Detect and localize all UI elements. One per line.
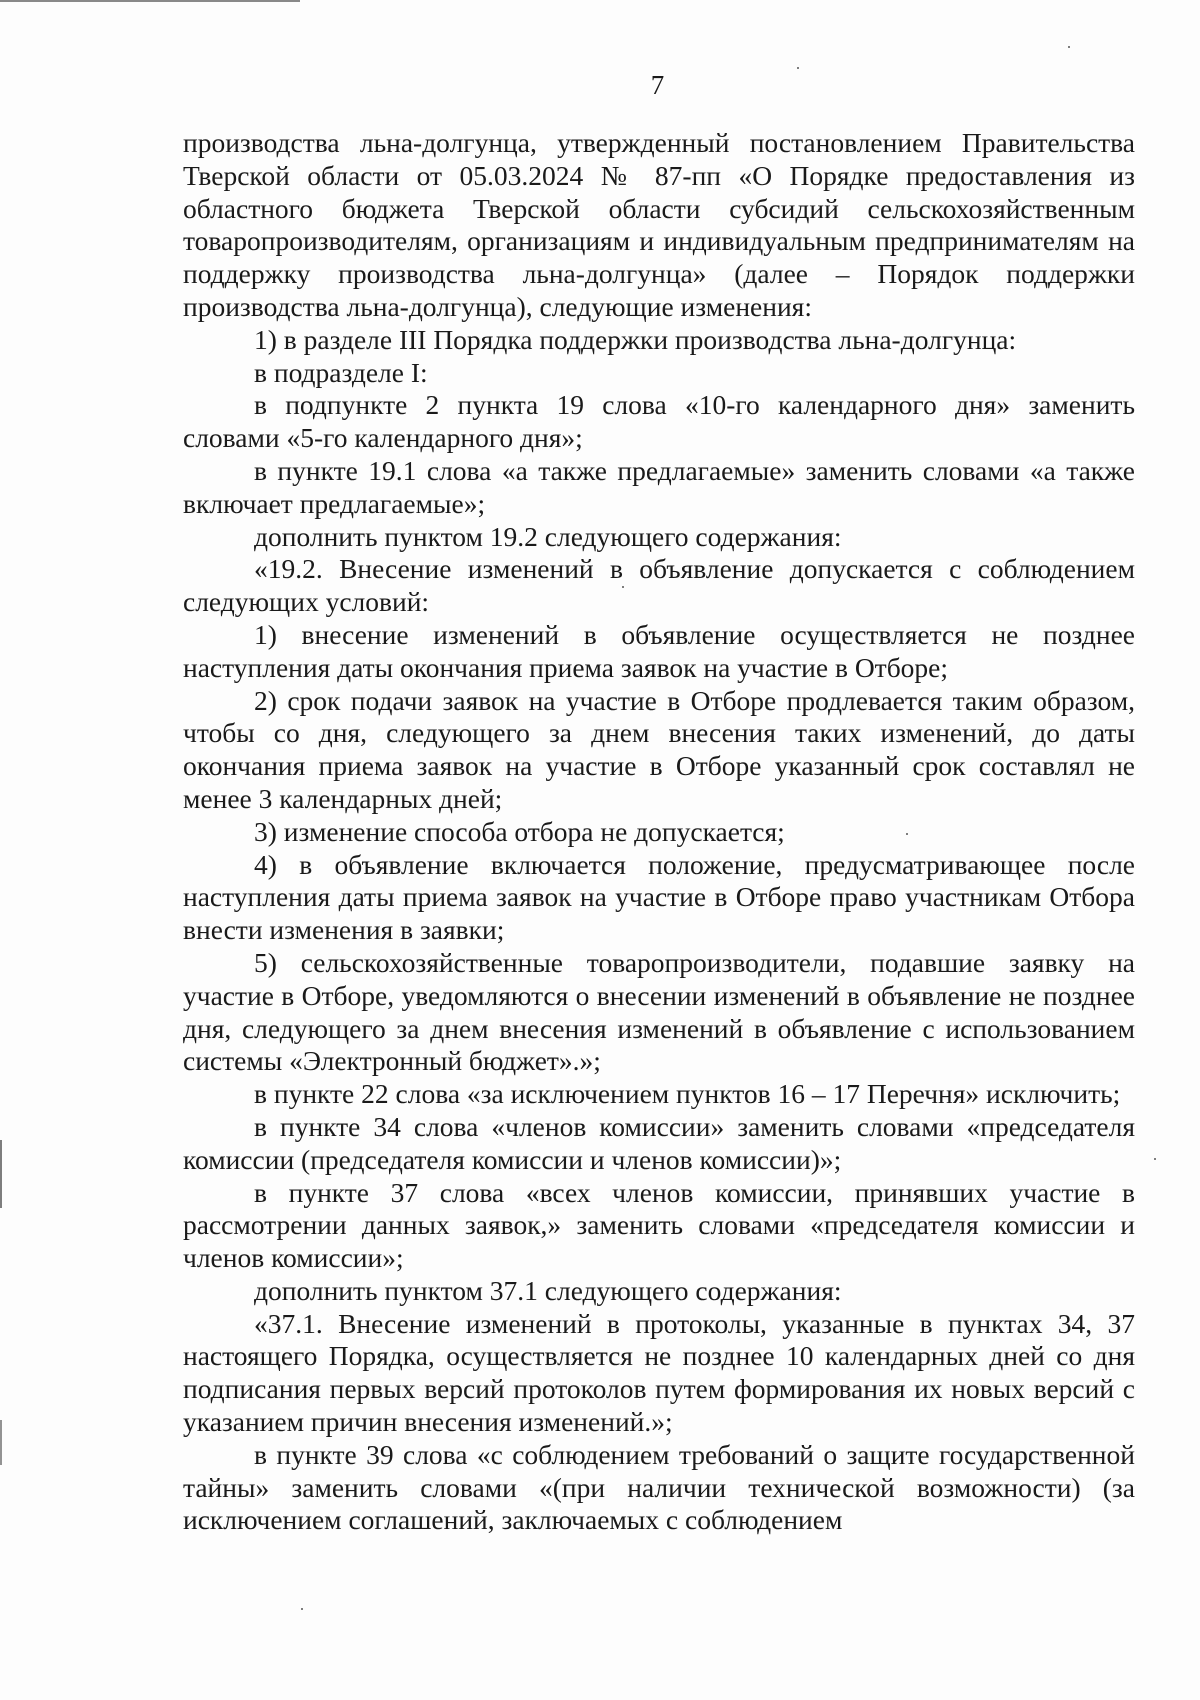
scan-speck (1154, 1158, 1156, 1160)
paragraph: дополнить пунктом 37.1 следующего содержания: (254, 1274, 842, 1306)
page-number: 7 (650, 70, 665, 100)
paragraph: в подразделе I: (254, 356, 428, 388)
paragraph: 1) внесение изменений в объявление осуществляется не позднее наступления даты окончания приема заявок на участие в Отборе; (183, 618, 1135, 683)
paragraph: в пункте 39 слова «с соблюдением требований о защите государственной тайны» заменить словами «(при наличии технической возможности) (за исключением соглашений, заключаемых с соблюдением (183, 1438, 1135, 1536)
paragraph: «37.1. Внесение изменений в протоколы, указанные в пунктах 34, 37 настоящего Порядка, осуществляется не позднее 10 календарных дней со дня подписания первых версий протоколов путем формирования их новых версий с указанием причин внесения изменений.»; (183, 1307, 1135, 1438)
scan-edge-top (0, 0, 300, 2)
paragraph: 4) в объявление включается положение, предусматривающее после наступления даты приема заявок на участие в Отборе право участникам Отбора внести изменения в заявки; (183, 848, 1135, 946)
paragraph: 1) в разделе III Порядка поддержки производства льна-долгунца: (254, 323, 1017, 355)
paragraph: 2) срок подачи заявок на участие в Отборе продлевается таким образом, чтобы со дня, следующего за днем внесения таких изменений, до даты окончания приема заявок на участие в Отборе указанный срок составлял не менее 3 календарных дней; (183, 684, 1135, 814)
paragraph: дополнить пунктом 19.2 следующего содержания: (254, 520, 842, 552)
scan-speck (797, 67, 799, 69)
paragraph: в пункте 19.1 слова «а также предлагаемые» заменить словами «а также включает предлагаемые»; (183, 454, 1135, 519)
paragraph: в пункте 34 слова «членов комиссии» заменить словами «председателя комиссии (председателя комиссии и членов комиссии)»; (183, 1110, 1135, 1175)
document-body (183, 127, 1135, 1537)
scan-edge-left (0, 1140, 2, 1208)
paragraph: в подпункте 2 пункта 19 слова «10-го календарного дня» заменить словами «5-го календарного дня»; (183, 389, 1135, 454)
paragraph: «19.2. Внесение изменений в объявление допускается с соблюдением следующих условий: (183, 553, 1135, 618)
paragraph: производства льна-долгунца, утвержденный постановлением Правительства Тверской области от 05.03.2024 № 87-пп «О Порядке предоставления из областного бюджета Тверской области субсидий сельскохозяйственным товаропроизводителям, организациям и индивидуальным предпринимателям на поддержку производства льна-долгунца» (далее – Порядок поддержки производства льна-долгунца), следующие изменения: (183, 127, 1135, 322)
paragraph: в пункте 37 слова «всех членов комиссии, принявших участие в рассмотрении данных заявок,» заменить словами «председателя комиссии и членов комиссии»; (183, 1176, 1135, 1274)
scan-edge-left-bottom (0, 1420, 2, 1465)
paragraph: 3) изменение способа отбора не допускается; (254, 815, 785, 847)
paragraph: 5) сельскохозяйственные товаропроизводители, подавшие заявку на участие в Отборе, уведомляются о внесении изменений в объявление не позднее дня, следующего за днем внесения изменений в объявление с использованием системы «Электронный бюджет».»; (183, 946, 1135, 1077)
scan-speck (301, 1608, 303, 1610)
scan-speck (1068, 46, 1070, 48)
paragraph: в пункте 22 слова «за исключением пунктов 16 – 17 Перечня» исключить; (254, 1078, 1121, 1110)
